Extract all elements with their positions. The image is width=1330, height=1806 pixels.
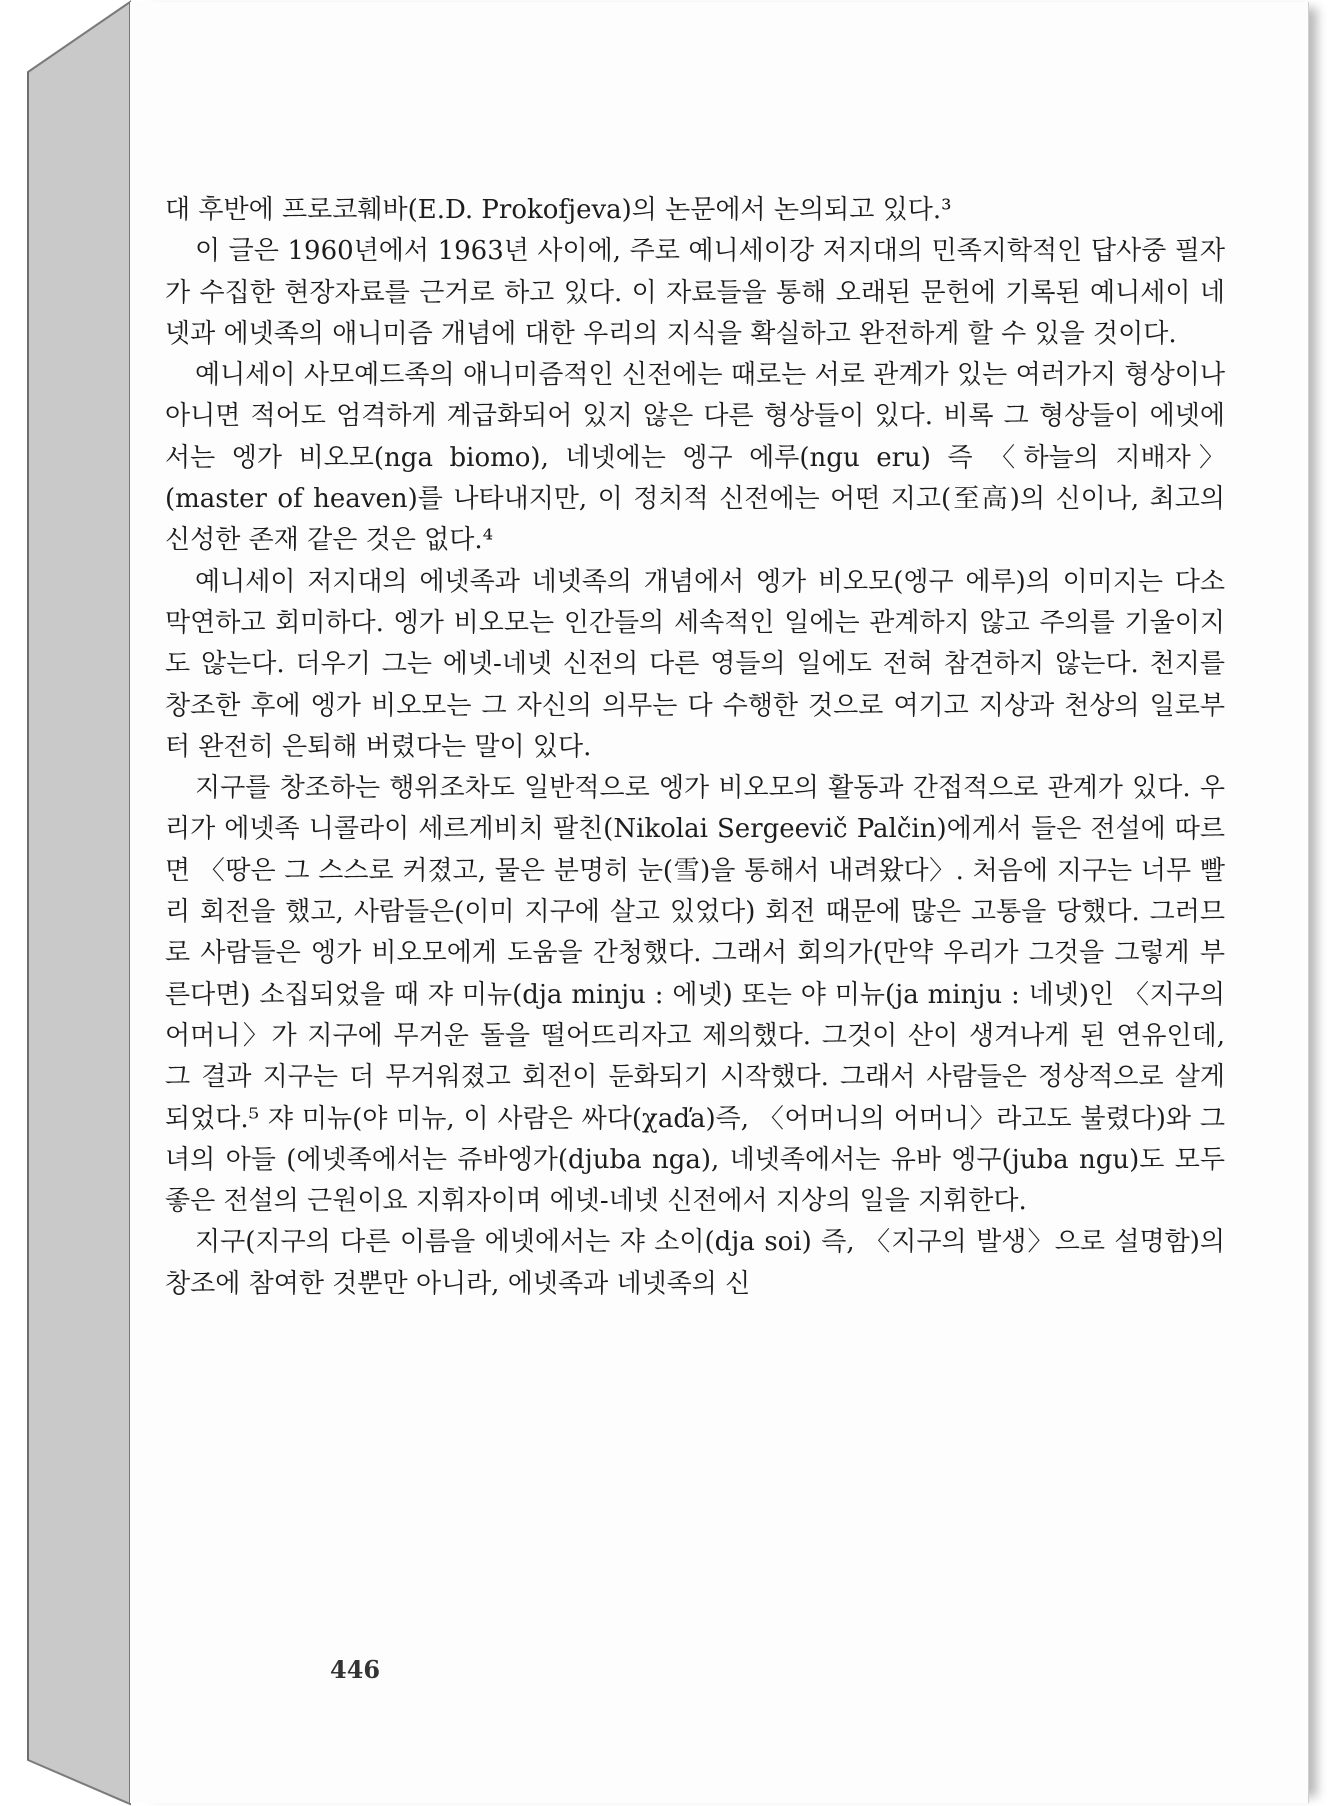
paragraph-2: 이 글은 1960년에서 1963년 사이에, 주로 예니세이강 저지대의 민족지학적인 답사중 필자가 수집한 현장자료를 근거로 하고 있다. 이 자료들을 통해 오래된 문헌에 기록된 예니세이 네넷과 에넷족의 애니미즘 개념에 대한 우리의 지식을 확실하고 완전하게 할 수 있을 것이다. <box>165 236 1225 349</box>
paragraph-1: 대 후반에 프로코훼바(E.D. Prokofjeva)의 논문에서 논의되고 있다.³ <box>165 195 952 225</box>
paragraph-5: 지구를 창조하는 행위조차도 일반적으로 엥가 비오모의 활동과 간접적으로 관계가 있다. 우리가 에넷족 니콜라이 세르게비치 팔친(Nikolai Sergeevič Palčin)에게서 들은 전설에 따르면 〈땅은 그 스스로 커졌고, 물은 분명히 눈(雪)을 통해서 내려왔다〉. 처음에 지구는 너무 빨리 회전을 했고, 사람들은(이미 지구에 살고 있었다) 회전 때문에 많은 고통을 당했다. 그러므로 사람들은 엥가 비오모에게 도움을 간청했다. 그래서 회의가(만약 우리가 그것을 그렇게 부른다면) 소집되었을 때 쟈 미뉴(dja minju : 에넷) 또는 야 미뉴(ja minju : 네넷)인 〈지구의 어머니〉가 지구에 무거운 돌을 떨어뜨리자고 제의했다. 그것이 산이 생겨나게 된 연유인데, 그 결과 지구는 더 무거워졌고 회전이 둔화되기 시작했다. 그래서 사람들은 정상적으로 살게 되었다.⁵ 쟈 미뉴(야 미뉴, 이 사람은 싸다(χaďa)즉, 〈어머니의 어머니〉라고도 불렸다)와 그녀의 아들 (에넷족에서는 쥬바엥가(djuba nga), 네넷족에서는 유바 엥구(juba ngu)도 모두 좋은 전설의 근원이요 지휘자이며 에넷-네넷 신전에서 지상의 일을 지휘한다. <box>165 773 1225 1217</box>
paragraph-3: 예니세이 사모예드족의 애니미즘적인 신전에는 때로는 서로 관계가 있는 여러가지 형상이나 아니면 적어도 엄격하게 계급화되어 있지 않은 다른 형상들이 있다. 비록 그 형상들이 에넷에서는 엥가 비오모(nga biomo), 네넷에는 엥구 에루(ngu eru) 즉 〈하늘의 지배자〉(master of heaven)를 나타내지만, 이 정치적 신전에는 어떤 지고(至高)의 신이나, 최고의 신성한 존재 같은 것은 없다.⁴ <box>165 360 1225 556</box>
paragraph-6: 지구(지구의 다른 이름을 에넷에서는 쟈 소이(dja soi) 즉, 〈지구의 발생〉으로 설명함)의 창조에 참여한 것뿐만 아니라, 에넷족과 네넷족의 신 <box>165 1227 1225 1299</box>
page-number: 446 <box>330 1655 381 1684</box>
page-body <box>165 190 1225 1305</box>
paragraph-4: 예니세이 저지대의 에넷족과 네넷족의 개념에서 엥가 비오모(엥구 에루)의 이미지는 다소 막연하고 회미하다. 엥가 비오모는 인간들의 세속적인 일에는 관계하지 않고 주의를 기울이지도 않는다. 더우기 그는 에넷-네넷 신전의 다른 영들의 일에도 전혀 참견하지 않는다. 천지를 창조한 후에 엥가 비오모는 그 자신의 의무는 다 수행한 것으로 여기고 지상과 천상의 일로부터 완전히 은퇴해 버렸다는 말이 있다. <box>165 566 1225 762</box>
